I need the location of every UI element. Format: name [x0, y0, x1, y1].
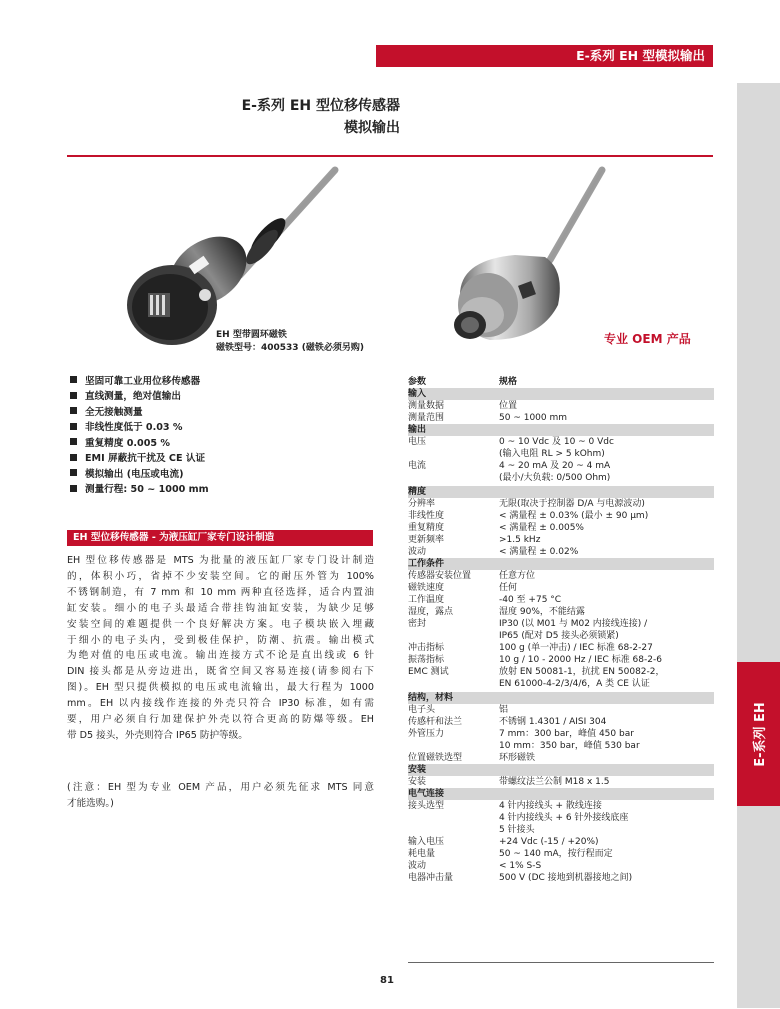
spec-value: 4 针内接线头 + 6 针外接线底座	[499, 813, 629, 823]
spec-table-bottom-rule	[408, 962, 714, 963]
spec-header-row	[408, 376, 714, 388]
spec-value: 不锈钢 1.4301 / AISI 304	[499, 717, 607, 727]
description-line: 带 D5 接头，外壳则符合 IP65 防护等级。	[67, 729, 248, 741]
spec-row	[408, 848, 714, 860]
spec-value: < 1% S-S	[499, 861, 542, 871]
eh-sensor-d5-connector-image	[420, 165, 610, 365]
spec-parameter: 结构，材料	[408, 693, 454, 703]
spec-parameter: 电器冲击量	[408, 873, 454, 883]
description-line: 的，体积小巧，省掉不少安装空间。它的耐压外管为 100%	[67, 570, 374, 582]
spec-row	[408, 460, 714, 472]
spec-parameter: 安装	[408, 777, 427, 787]
spec-parameter: 分辨率	[408, 499, 436, 509]
spec-parameter: 电流	[408, 461, 427, 471]
feature-item	[70, 434, 209, 450]
spec-parameter	[408, 824, 499, 836]
bullet-square-icon	[70, 392, 77, 399]
spec-row	[408, 400, 714, 412]
spec-parameter: 磁铁速度	[408, 583, 445, 593]
spec-parameter: 测量数据	[408, 401, 445, 411]
spec-value: 4 针内接线头 + 散线连接	[499, 801, 602, 811]
spec-parameter: 工作温度	[408, 595, 445, 605]
spec-value	[499, 788, 714, 800]
feature-item	[70, 372, 209, 388]
spec-row	[408, 836, 714, 848]
spec-parameter: 输出	[408, 425, 427, 435]
spec-value	[499, 486, 714, 498]
spec-value: 无限(取决于控制器 D/A 与电源波动)	[499, 499, 645, 509]
spec-section-row	[408, 558, 714, 570]
note-line: (注意：EH 型为专业 OEM 产品，用户必须先征求 MTS 同意	[67, 782, 374, 793]
description-body	[67, 553, 374, 744]
feature-item	[70, 481, 209, 497]
spec-value: -40 至 +75 °C	[499, 595, 562, 605]
spec-parameter: 电子头	[408, 705, 436, 715]
feature-text: 测量行程: 50 ~ 1000 mm	[85, 484, 209, 496]
spec-parameter	[408, 472, 499, 484]
spec-value: 50 ~ 1000 mm	[499, 413, 568, 423]
spec-parameter: 冲击指标	[408, 643, 445, 653]
spec-parameter	[408, 448, 499, 460]
spec-parameter	[408, 740, 499, 752]
spec-parameter: 位置磁铁选型	[408, 753, 463, 763]
spec-value: < 满量程 ± 0.005%	[499, 523, 584, 533]
note-line: 才能选购。)	[67, 797, 114, 809]
spec-value: 10 g / 10 - 2000 Hz / IEC 标准 68-2-6	[499, 655, 662, 665]
spec-value: 铝	[499, 705, 509, 715]
spec-row	[408, 824, 714, 836]
spec-parameter: 密封	[408, 619, 427, 629]
spec-parameter: 输入	[408, 389, 427, 399]
spec-parameter	[408, 812, 499, 824]
description-line: 不锈钢制造，有 7 mm 和 10 mm 两种直径选择，适合内置油	[67, 586, 374, 598]
feature-text: 非线性度低于 0.03 %	[85, 422, 183, 434]
spec-row	[408, 642, 714, 654]
bullet-square-icon	[70, 469, 77, 476]
description-line: 图)。EH 型只提供模拟的电压或电流输出，最大行程为 1000	[67, 682, 374, 694]
spec-table	[408, 376, 714, 884]
spec-value: 7 mm：300 bar，峰值 450 bar	[499, 729, 634, 739]
description-heading: EH 型位移传感器 - 为液压缸厂家专门设计制造	[67, 530, 373, 546]
spec-value: 5 针接头	[499, 825, 535, 835]
spec-parameter: 输入电压	[408, 837, 445, 847]
spec-value: 放射 EN 50081-1，抗扰 EN 50082-2，	[499, 667, 665, 677]
spec-value: 50 ~ 140 mA，按行程而定	[499, 849, 613, 859]
description-line: EH 型位移传感器是 MTS 为批量的液压缸厂家专门设计制造	[67, 555, 374, 566]
bullet-square-icon	[70, 376, 77, 383]
description-line: 于细小的电子头内，受到极佳保护，防潮、抗震。输出模式	[67, 634, 374, 646]
spec-row	[408, 534, 714, 546]
spec-value: EN 61000-4-2/3/4/6，A 类 CE 认证	[499, 679, 650, 689]
spec-parameter: 耗电量	[408, 849, 436, 859]
ring-magnet	[241, 213, 290, 269]
feature-text: EMI 屏蔽抗干扰及 CE 认证	[85, 453, 206, 465]
spec-section-row	[408, 486, 714, 498]
spec-row	[408, 654, 714, 666]
figure-caption-line1: EH 型带圆环磁铁	[216, 330, 287, 340]
spec-row	[408, 740, 714, 752]
bullet-square-icon	[70, 454, 77, 461]
spec-value: < 满量程 ± 0.03% (最小 ± 90 µm)	[499, 511, 649, 521]
spec-value	[499, 692, 714, 704]
spec-row	[408, 678, 714, 690]
spec-parameter: 电压	[408, 437, 427, 447]
spec-parameter: 传感杆和法兰	[408, 717, 463, 727]
feature-item	[70, 465, 209, 481]
spec-row	[408, 666, 714, 678]
spec-row	[408, 436, 714, 448]
description-note	[67, 780, 374, 812]
feature-text: 重复精度 0.005 %	[85, 437, 171, 449]
spec-row	[408, 728, 714, 740]
spec-row	[408, 716, 714, 728]
spec-value	[499, 558, 714, 570]
spec-row	[408, 510, 714, 522]
spec-section-row	[408, 788, 714, 800]
spec-row	[408, 812, 714, 824]
feature-list	[70, 372, 209, 496]
feature-item	[70, 419, 209, 435]
bullet-square-icon	[70, 423, 77, 430]
spec-row	[408, 412, 714, 424]
spec-value: IP30 (以 M01 与 M02 内接线连接) /	[499, 619, 648, 629]
spec-row	[408, 704, 714, 716]
description-line: DIN 接头都是从旁边进出，既省空间又容易连接(请参阅右下	[67, 666, 374, 678]
spec-parameter: 更新频率	[408, 535, 445, 545]
spec-row	[408, 860, 714, 872]
bullet-square-icon	[70, 438, 77, 445]
page-subtitle: 模拟输出	[344, 120, 400, 136]
spec-parameter: EMC 测试	[408, 667, 449, 677]
spec-parameter: 波动	[408, 861, 427, 871]
spec-value: 位置	[499, 401, 518, 411]
description-line: 安装空间的难题提供一个良好解决方案。电子模块嵌入埋藏	[67, 618, 374, 630]
feature-text: 直线测量，绝对值输出	[85, 391, 181, 403]
description-line: mm。EH 以内接线作连接的外壳只符合 IP30 标准，如有需	[67, 698, 374, 710]
figure-caption-line2: 磁铁型号：400533 (磁铁必须另购)	[216, 343, 364, 353]
side-tab-label: E-系列 EH	[753, 701, 768, 767]
oem-product-label: 专业 OEM 产品	[604, 332, 691, 346]
spec-value: < 满量程 ± 0.02%	[499, 547, 579, 557]
spec-row	[408, 606, 714, 618]
spec-parameter: 振荡指标	[408, 655, 445, 665]
spec-value	[499, 388, 714, 400]
spec-value: 任意方位	[499, 571, 536, 581]
spec-row	[408, 546, 714, 558]
feature-text: 坚固可靠工业用位移传感器	[85, 375, 201, 387]
spec-section-row	[408, 692, 714, 704]
spec-row	[408, 570, 714, 582]
spec-parameter: 测量范围	[408, 413, 445, 423]
spec-parameter: 安装	[408, 765, 427, 775]
spec-parameter: 精度	[408, 487, 427, 497]
spec-parameter: 电气连接	[408, 789, 445, 799]
spec-value: (输入电阻 RL > 5 kOhm)	[499, 449, 605, 459]
spec-row	[408, 776, 714, 788]
spec-parameter: 非线性度	[408, 511, 445, 521]
spec-row	[408, 594, 714, 606]
spec-value: 带螺纹法兰公制 M18 x 1.5	[499, 777, 610, 787]
spec-section-row	[408, 388, 714, 400]
spec-row	[408, 752, 714, 764]
spec-parameter: 湿度，露点	[408, 607, 454, 617]
feature-text: 模拟输出 (电压或电流)	[85, 468, 184, 480]
spec-parameter: 接头选型	[408, 801, 445, 811]
spec-value: 10 mm：350 bar，峰值 530 bar	[499, 741, 640, 751]
spec-parameter: 工作条件	[408, 559, 445, 569]
spec-row	[408, 498, 714, 510]
spec-row	[408, 872, 714, 884]
feature-item	[70, 403, 209, 419]
spec-parameter: 外管压力	[408, 729, 445, 739]
spec-parameter	[408, 678, 499, 690]
spec-parameter: 参数	[408, 377, 427, 387]
page-title: E-系列 EH 型位移传感器	[241, 98, 400, 114]
spec-value: 任何	[499, 583, 518, 593]
spec-value: +24 Vdc (-15 / +20%)	[499, 837, 599, 847]
feature-item	[70, 450, 209, 466]
spec-value: 湿度 90%，不能结露	[499, 607, 585, 617]
top-rule	[67, 155, 713, 157]
spec-row	[408, 800, 714, 812]
spec-section-row	[408, 424, 714, 436]
spec-row	[408, 618, 714, 630]
spec-value: (最小/大负载: 0/500 Ohm)	[499, 473, 611, 483]
description-line: 缸安装。细小的电子头最适合带挂钩油缸安装，为缺少足够	[67, 602, 374, 614]
spec-parameter: 重复精度	[408, 523, 445, 533]
spec-section-row	[408, 764, 714, 776]
section-tag: E-系列 EH 型模拟输出	[376, 45, 713, 67]
description-line: 要，用户必须自行加建保护外壳以符合更高的防爆等级。EH	[67, 714, 374, 726]
spec-row	[408, 472, 714, 484]
spec-row	[408, 582, 714, 594]
spec-row	[408, 448, 714, 460]
spec-value	[499, 764, 714, 776]
spec-value: 500 V (DC 接地到机器接地之间)	[499, 873, 633, 883]
feature-text: 全无接触测量	[85, 406, 143, 418]
spec-value: 0 ~ 10 Vdc 及 10 ~ 0 Vdc	[499, 437, 614, 447]
spec-parameter	[408, 630, 499, 642]
spec-value: 100 g (单一冲击) / IEC 标准 68-2-27	[499, 643, 653, 653]
bullet-square-icon	[70, 407, 77, 414]
bullet-square-icon	[70, 485, 77, 492]
description-line: 为绝对值的电压或电流。输出连接方式不论是直出线或 6 针	[67, 650, 374, 662]
spec-parameter: 传感器安装位置	[408, 571, 472, 581]
spec-row	[408, 630, 714, 642]
page-number: 81	[380, 975, 394, 986]
spec-parameter: 波动	[408, 547, 427, 557]
spec-row	[408, 522, 714, 534]
side-band	[737, 83, 780, 1008]
spec-value	[499, 424, 714, 436]
spec-value: >1.5 kHz	[499, 535, 541, 545]
spec-value: 环形磁铁	[499, 753, 536, 763]
feature-item	[70, 388, 209, 404]
spec-value: IP65 (配对 D5 接头必须锁紧)	[499, 631, 619, 641]
spec-value: 规格	[499, 377, 518, 387]
spec-value: 4 ~ 20 mA 及 20 ~ 4 mA	[499, 461, 611, 471]
